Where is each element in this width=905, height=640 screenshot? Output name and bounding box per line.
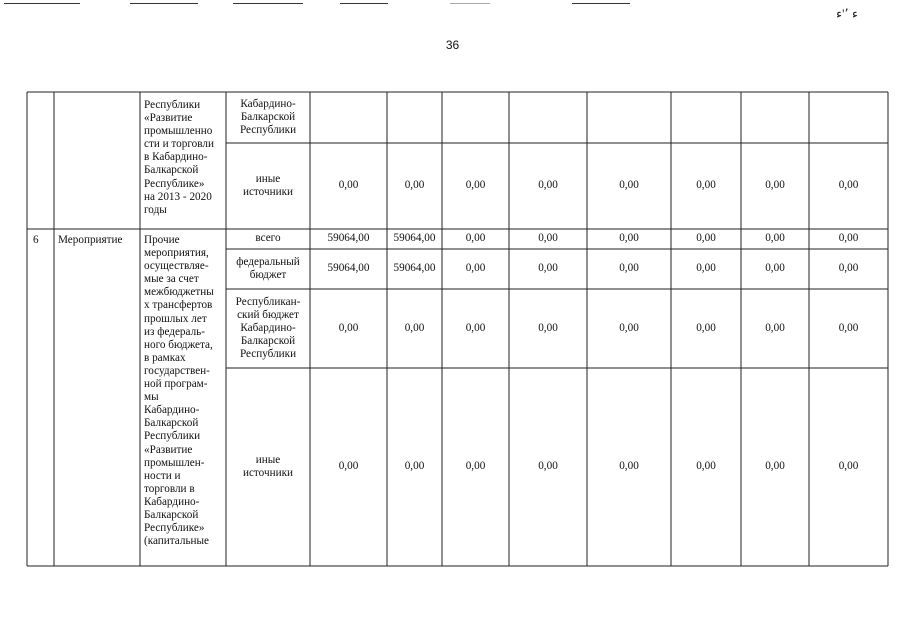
row-6-number: 6 (33, 234, 39, 246)
row-6-s4-v5: 0,00 (619, 460, 639, 473)
row-cont-s2-v6: 0,00 (696, 179, 716, 192)
row-6-s1-v5: 0,00 (619, 232, 639, 245)
row-6-s3-v6: 0,00 (696, 321, 716, 334)
row-6-s2-v7: 0,00 (765, 262, 785, 275)
row-cont-s2-v7: 0,00 (765, 179, 785, 192)
row-6-s3-v2: 0,00 (404, 321, 425, 334)
row-6-s3-v5: 0,00 (619, 321, 639, 334)
row-6-s1-v7: 0,00 (765, 232, 785, 245)
top-rule-5 (450, 3, 490, 4)
row-6-s4-v2: 0,00 (404, 460, 425, 473)
row-6-s2-v4: 0,00 (538, 262, 558, 275)
row-cont-s2-v2: 0,00 (404, 179, 425, 192)
row-6-s4-v8: 0,00 (838, 460, 859, 473)
top-rule-2 (130, 3, 198, 4)
row-cont-s2-v8: 0,00 (838, 179, 859, 192)
row-cont-s2-v3: 0,00 (465, 179, 486, 192)
row-6-s4-v3: 0,00 (465, 460, 486, 473)
row-6-s1-v3: 0,00 (465, 232, 486, 245)
corner-mark: ء ٬'ء (836, 6, 858, 21)
top-rule-1 (4, 3, 80, 4)
row-cont-s2-v4: 0,00 (538, 179, 558, 192)
row-cont-s2-v5: 0,00 (619, 179, 639, 192)
row-6-s3-v3: 0,00 (465, 321, 486, 334)
row-6-s4-v7: 0,00 (765, 460, 785, 473)
row-6-source-2: федеральный бюджет (236, 255, 300, 281)
row-cont-source-2: иные источники (242, 172, 294, 198)
row-6-s4-v6: 0,00 (696, 460, 716, 473)
row-cont-s2-v1: 0,00 (338, 179, 359, 192)
row-6-s2-v3: 0,00 (465, 262, 486, 275)
row-6-s3-v1: 0,00 (338, 321, 359, 334)
row-6-s3-v8: 0,00 (838, 321, 859, 334)
row-6-s2-v2: 59064,00 (393, 262, 436, 275)
row-6-type: Мероприятие (58, 234, 123, 246)
top-rule-6 (572, 3, 630, 4)
row-6-s4-v4: 0,00 (538, 460, 558, 473)
row-6-s2-v6: 0,00 (696, 262, 716, 275)
row-cont-name: Республики «Развитие промышленно сти и торговли в Кабардино- Балкарской Республике» на 2013 - 2020 годы (144, 99, 214, 216)
page-number: 36 (445, 38, 460, 52)
row-6-name: Прочие мероприятия, осуществляе- мые за счет межбюджетны х трансфертов прошлых лет из федераль- ного бюджета, в рамках государствен- ной програм- мы Кабардино- Балкарской Республики «Развитие промышлен- ности и торговли в Кабардино- Балкарской Республике» (капитальные (144, 234, 214, 548)
row-6-s1-v2: 59064,00 (393, 232, 436, 245)
top-rule-3 (233, 3, 303, 4)
row-6-s1-v6: 0,00 (696, 232, 716, 245)
row-6-s1-v8: 0,00 (838, 232, 859, 245)
row-6-source-3: Республикан- ский бюджет Кабардино- Балкарской Республики (235, 295, 301, 361)
row-cont-source-1: Кабардино- Балкарской Республики (239, 97, 297, 137)
top-rule-4 (340, 3, 388, 4)
row-6-s4-v1: 0,00 (338, 460, 359, 473)
row-6-s2-v5: 0,00 (619, 262, 639, 275)
row-6-s1-v1: 59064,00 (327, 232, 370, 245)
row-6-source-1: всего (255, 232, 281, 245)
row-6-source-4: иные источники (242, 453, 294, 479)
row-6-s1-v4: 0,00 (538, 232, 558, 245)
row-6-s2-v8: 0,00 (838, 262, 859, 275)
row-6-s3-v7: 0,00 (765, 321, 785, 334)
row-6-s3-v4: 0,00 (538, 321, 558, 334)
row-6-s2-v1: 59064,00 (327, 262, 370, 275)
